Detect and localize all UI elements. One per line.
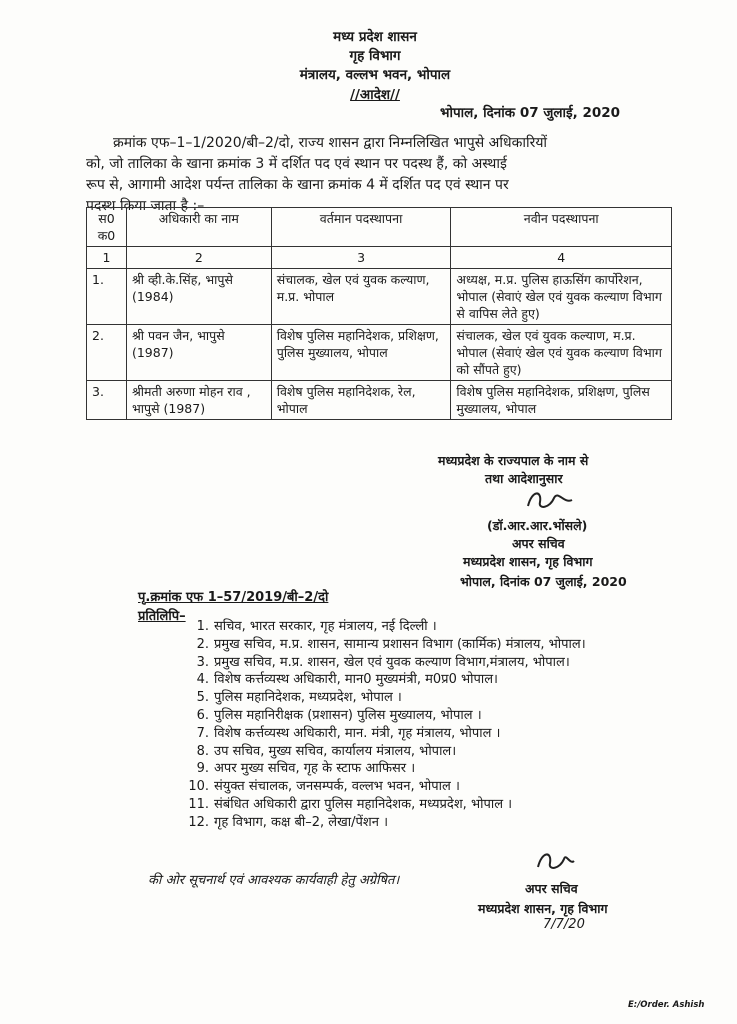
col-number: 4 — [451, 247, 672, 269]
intro-line-2: को, जो तालिका के खाना क्रमांक 3 में दर्शित पद एवं स्थान पर पदस्थ हैं, को अस्थाई — [86, 156, 507, 172]
order-title: //आदेश// — [350, 87, 400, 103]
list-item: 10. संयुक्त संचालक, जनसम्पर्क, वल्लभ भवन, भोपाल । — [188, 779, 460, 795]
header-department: गृह विभाग — [349, 48, 401, 64]
table-header-row — [87, 208, 672, 247]
row-name: श्री पवन जैन, भापुसे (1987) — [126, 325, 271, 381]
designation-2: अपर सचिव — [525, 881, 578, 896]
intro-line-3: रूप से, आगामी आदेश पर्यन्त तालिका के खाना क्रमांक 4 में दर्शित पद एवं स्थान पर — [86, 177, 509, 193]
signature-place-date: भोपाल, दिनांक 07 जुलाई, 2020 — [460, 574, 627, 589]
row-current: संचालक, खेल एवं युवक कल्याण, म.प्र. भोपाल — [271, 269, 451, 325]
table-column-number-row — [87, 247, 672, 269]
list-item: 6. पुलिस महानिरीक्षक (प्रशासन) पुलिस मुख्यालय, भोपाल । — [196, 707, 482, 723]
row-sno: 1. — [87, 269, 127, 325]
row-new: विशेष पुलिस महानिदेशक, प्रशिक्षण, पुलिस मुख्यालय, भोपाल — [451, 381, 672, 420]
signature-mark — [520, 486, 580, 514]
list-item: 5. पुलिस महानिदेशक, मध्यप्रदेश, भोपाल । — [196, 690, 402, 706]
row-name: श्री व्ही.के.सिंह, भापुसे (1984) — [126, 269, 271, 325]
signatory-department: मध्यप्रदेश शासन, गृह विभाग — [463, 554, 593, 569]
table-row — [87, 269, 672, 325]
header-new-posting: नवीन पदस्थापना — [451, 208, 672, 247]
intro-line-1: क्रमांक एफ–1–1/2020/बी–2/दो, राज्य शासन द्वारा निम्नलिखित भापुसे अधिकारियों — [113, 135, 548, 151]
signatory-designation: अपर सचिव — [512, 536, 565, 551]
list-item: 1. सचिव, भारत सरकार, गृह मंत्रालय, नई दिल्ली । — [196, 619, 437, 634]
col-number: 2 — [126, 247, 271, 269]
header-current-posting: वर्तमान पदस्थापना — [271, 208, 451, 247]
handwritten-date: 7/7/20 — [543, 917, 585, 932]
signature-mark — [528, 845, 578, 875]
header-government: मध्य प्रदेश शासन — [333, 29, 417, 45]
row-current: विशेष पुलिस महानिदेशक, रेल, भोपाल — [271, 381, 451, 420]
posting-table — [86, 207, 672, 420]
list-item: 8. उप सचिव, मुख्य सचिव, कार्यालय मंत्रालय, भोपाल। — [196, 743, 457, 759]
by-order-line: तथा आदेशानुसार — [485, 471, 563, 486]
list-item: 4. विशेष कर्त्तव्यस्थ अधिकारी, मान0 मुख्यमंत्री, म0प्र0 भोपाल। — [196, 672, 498, 688]
order-place-date: भोपाल, दिनांक 07 जुलाई, 2020 — [440, 105, 621, 121]
endorsement-ref: पृ.क्रमांक एफ 1–57/2019/बी–2/दो — [138, 590, 329, 605]
col-number: 3 — [271, 247, 451, 269]
row-new: अध्यक्ष, म.प्र. पुलिस हाऊसिंग कार्पोरेशन, भोपाल (सेवाएं खेल एवं युवक कल्याण विभाग से वापिस लेते हुए) — [451, 269, 672, 325]
table-row — [87, 381, 672, 420]
row-current: विशेष पुलिस महानिदेशक, प्रशिक्षण, पुलिस मुख्यालय, भोपाल — [271, 325, 451, 381]
row-sno: 2. — [87, 325, 127, 381]
governor-order-line: मध्यप्रदेश के राज्यपाल के नाम से — [438, 453, 589, 468]
header-officer-name: अधिकारी का नाम — [126, 208, 271, 247]
closing-line: की ओर सूचनार्थ एवं आवश्यक कार्यवाही हेतु अग्रेषित। — [148, 873, 400, 888]
list-item: 12. गृह विभाग, कक्ष बी–2, लेखा/पेंशन । — [188, 814, 388, 830]
list-item: 2. प्रमुख सचिव, म.प्र. शासन, सामान्य प्रशासन विभाग (कार्मिक) मंत्रालय, भोपाल। — [196, 636, 586, 652]
signatory-name: (डॉ.आर.आर.भोंसले) — [487, 518, 588, 533]
header-address: मंत्रालय, वल्लभ भवन, भोपाल — [299, 67, 451, 83]
row-name: श्रीमती अरुणा मोहन राव , भापुसे (1987) — [126, 381, 271, 420]
copy-list — [185, 618, 665, 832]
footer-note: E:/Order. Ashish — [628, 1000, 705, 1010]
list-item: 11. संबंधित अधिकारी द्वारा पुलिस महानिदेशक, मध्यप्रदेश, भोपाल । — [188, 796, 513, 812]
row-sno: 3. — [87, 381, 127, 420]
list-item: 3. प्रमुख सचिव, म.प्र. शासन, खेल एवं युवक कल्याण विभाग,मंत्रालय, भोपाल। — [196, 654, 570, 670]
intro-line-4: पदस्थ किया जाता है :– — [86, 198, 205, 214]
department-2: मध्यप्रदेश शासन, गृह विभाग — [478, 901, 608, 916]
list-item: 7. विशेष कर्त्तव्यस्थ अधिकारी, मान. मंत्री, गृह मंत्रालय, भोपाल । — [196, 725, 501, 741]
copy-label: प्रतिलिपि– — [138, 609, 186, 624]
list-item: 9. अपर मुख्य सचिव, गृह के स्टाफ आफिसर । — [196, 761, 416, 777]
col-number: 1 — [87, 247, 127, 269]
row-new: संचालक, खेल एवं युवक कल्याण, म.प्र. भोपाल (सेवाएं खेल एवं युवक कल्याण विभाग को सौंपते हुए) — [451, 325, 672, 381]
table-row — [87, 325, 672, 381]
header-sno: स0 क0 — [87, 208, 127, 247]
